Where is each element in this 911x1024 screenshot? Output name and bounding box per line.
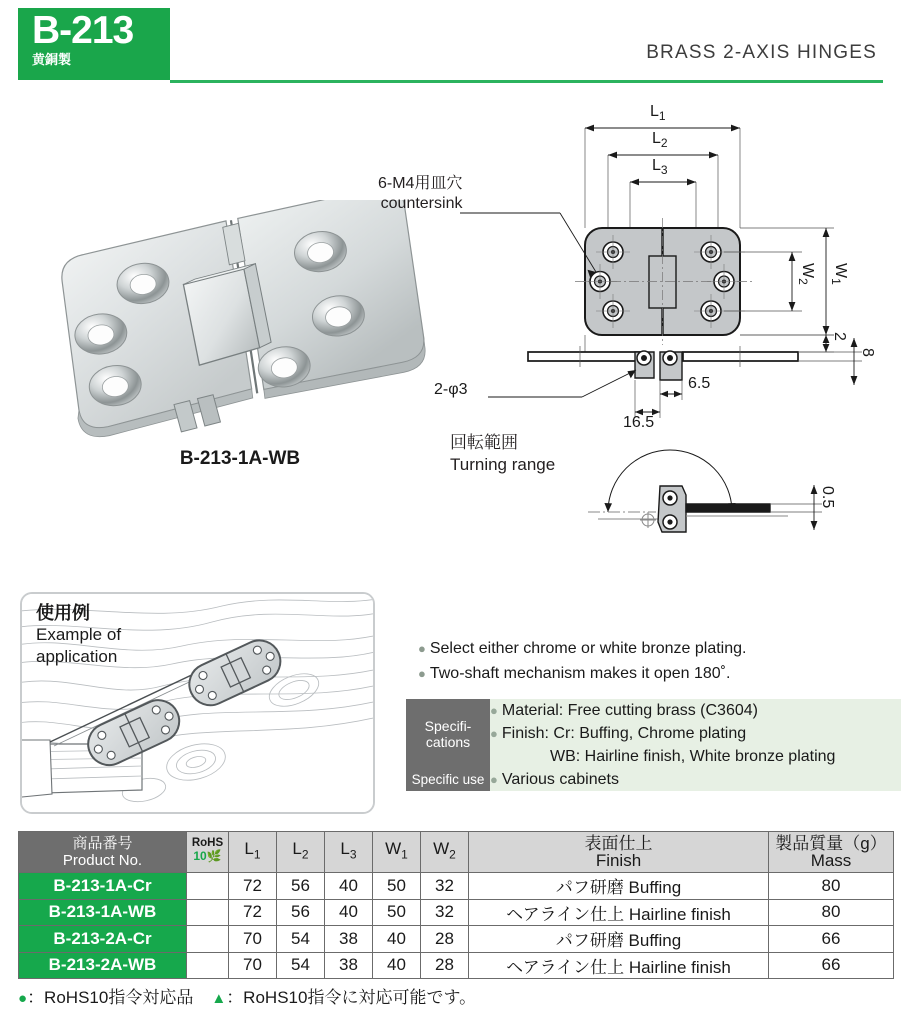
bullet-icon: ● (490, 772, 498, 787)
rohs-text: RoHS (191, 837, 224, 849)
cell-mass: 66 (769, 952, 894, 979)
bullet-icon: ● (418, 641, 426, 656)
dimension-label-16-5: 16.5 (623, 414, 655, 431)
header-finish (469, 832, 769, 873)
specifications-row (406, 699, 901, 768)
specifications-body (490, 699, 901, 768)
spec-text: WB: Hairline finish, White bronze plating (550, 748, 836, 765)
header-mass-jp: 製品質量（g） (775, 834, 887, 853)
cell-l2: 54 (277, 952, 325, 979)
application-title-jp: 使用例 (36, 603, 90, 623)
header-mass-en: Mass (810, 851, 852, 870)
application-title-en-2: application (36, 647, 118, 666)
cell-l1: 72 (229, 899, 277, 926)
countersink-callout-en: countersink (380, 195, 463, 212)
feature-text: Select either chrome or white bronze plating. (429, 640, 747, 657)
application-example-box (20, 592, 375, 814)
cell-l1: 70 (229, 926, 277, 953)
cell-finish: パフ研磨 Buffing (469, 926, 769, 953)
turning-range-label (450, 432, 555, 476)
dimension-label-w2: $W_2$ (796, 263, 817, 285)
spec-item (490, 722, 901, 745)
photo-caption: B-213-1A-WB (179, 448, 301, 469)
spec-text: Various cabinets (501, 771, 619, 788)
cell-mass: 80 (769, 899, 894, 926)
table-row (19, 899, 894, 926)
rohs-badge (187, 849, 228, 866)
cell-w1: 50 (373, 899, 421, 926)
cell-l1: 70 (229, 952, 277, 979)
footnote-triangle-text: ：RoHS10指令に対応可能です。 (226, 988, 477, 1007)
countersink-callout-jp: 6-M4用皿穴 (378, 175, 463, 192)
product-photo (40, 200, 440, 470)
product-code-badge (18, 8, 170, 80)
header-mass (769, 832, 894, 873)
spec-item (490, 699, 901, 722)
feature-list (418, 636, 898, 686)
dimension-label-0-5: 0.5 (819, 486, 836, 509)
rohs-footnote (18, 983, 476, 1008)
footnote-circle-text: ：RoHS10指令対応品 (27, 988, 194, 1007)
specific-use-row (406, 768, 901, 791)
specifications-label (406, 699, 490, 768)
product-table-head (19, 832, 894, 873)
dimension-label-w1: $W_1$ (829, 263, 850, 285)
product-table (18, 831, 894, 979)
triangle-marker-icon: ▲ (211, 990, 227, 1007)
header-w1: $W_1$ (373, 832, 421, 873)
cell-l2: 54 (277, 926, 325, 953)
specific-use-label: Specific use (406, 768, 490, 791)
cell-product-no: B-213-2A-Cr (19, 926, 187, 953)
application-title-en-1: Example of (36, 625, 122, 644)
spec-item (490, 768, 901, 791)
cell-product-no: B-213-2A-WB (19, 952, 187, 979)
cell-l1: 72 (229, 873, 277, 900)
cell-l3: 40 (325, 899, 373, 926)
dimension-label-l1: $L_1$ (650, 103, 666, 124)
spec-text: Material: Free cutting brass (C3604) (501, 702, 758, 719)
cell-mass: 80 (769, 873, 894, 900)
dimension-label-hole-dia: 2-φ3 (434, 381, 468, 398)
header-finish-jp: 表面仕上 (584, 834, 653, 853)
rohs-number: 10 (193, 849, 207, 863)
material-label-jp: 黄銅製 (32, 52, 72, 67)
feature-text: Two-shaft mechanism makes it open 180˚. (429, 665, 731, 682)
cell-finish: ヘアライン仕上 Hairline finish (469, 899, 769, 926)
cell-w1: 50 (373, 873, 421, 900)
cell-product-no: B-213-1A-WB (19, 899, 187, 926)
cell-w2: 28 (421, 926, 469, 953)
circle-marker-icon: ● (18, 990, 28, 1007)
cell-rohs (187, 926, 229, 953)
specifications-table (406, 699, 901, 791)
bullet-icon: ● (418, 666, 426, 681)
specific-use-body (490, 768, 901, 791)
cell-l3: 40 (325, 873, 373, 900)
cell-rohs (187, 873, 229, 900)
cell-finish: ヘアライン仕上 Hairline finish (469, 952, 769, 979)
header-w2: $W_2$ (421, 832, 469, 873)
specifications-label-line1: Specifi- (424, 717, 472, 734)
cell-product-no: B-213-1A-Cr (19, 873, 187, 900)
cell-l2: 56 (277, 873, 325, 900)
bullet-icon: ● (490, 703, 498, 718)
cell-w1: 40 (373, 926, 421, 953)
dimension-label-2: 2 (831, 332, 848, 341)
cell-rohs (187, 899, 229, 926)
header-rohs (187, 832, 229, 873)
table-row (19, 952, 894, 979)
spec-item-continuation (490, 745, 901, 768)
specifications-label-line2: cations (425, 733, 471, 750)
header-l2: $L_2$ (277, 832, 325, 873)
cell-w2: 32 (421, 873, 469, 900)
table-row (19, 926, 894, 953)
header-finish-en: Finish (595, 851, 642, 870)
header-product-no-jp: 商品番号 (72, 835, 133, 852)
cell-w2: 32 (421, 899, 469, 926)
dimension-label-6-5: 6.5 (688, 375, 711, 392)
dimension-label-l2: $L_2$ (652, 130, 668, 151)
cell-l3: 38 (325, 952, 373, 979)
table-row (19, 873, 894, 900)
header-rule (170, 80, 883, 83)
header-l3: $L_3$ (325, 832, 373, 873)
turning-range-en: Turning range (450, 455, 556, 474)
feature-item (418, 636, 898, 661)
application-title (36, 602, 121, 668)
product-code: B-213 (32, 9, 134, 52)
cell-w1: 40 (373, 952, 421, 979)
cell-rohs (187, 952, 229, 979)
header-product-no-en: Product No. (62, 852, 143, 869)
cell-finish: パフ研磨 Buffing (469, 873, 769, 900)
countersink-callout (378, 174, 462, 214)
turning-range-jp: 回転範囲 (450, 433, 518, 452)
cell-l3: 38 (325, 926, 373, 953)
cell-l2: 56 (277, 899, 325, 926)
header-l1: $L_1$ (229, 832, 277, 873)
header-product-no (19, 832, 187, 873)
technical-drawing (378, 100, 900, 540)
feature-item (418, 661, 898, 686)
bullet-icon: ● (490, 726, 498, 741)
cell-mass: 66 (769, 926, 894, 953)
product-table-body (19, 873, 894, 979)
spec-text: Finish: Cr: Buffing, Chrome plating (501, 725, 747, 742)
dimension-label-l3: $L_3$ (652, 157, 668, 178)
page-title: BRASS 2-AXIS HINGES (646, 42, 877, 63)
page-header (0, 0, 911, 90)
leaf-icon: 🌿 (206, 849, 222, 863)
dimension-label-8: 8 (859, 348, 876, 357)
product-table-header-row (19, 832, 894, 873)
cell-w2: 28 (421, 952, 469, 979)
